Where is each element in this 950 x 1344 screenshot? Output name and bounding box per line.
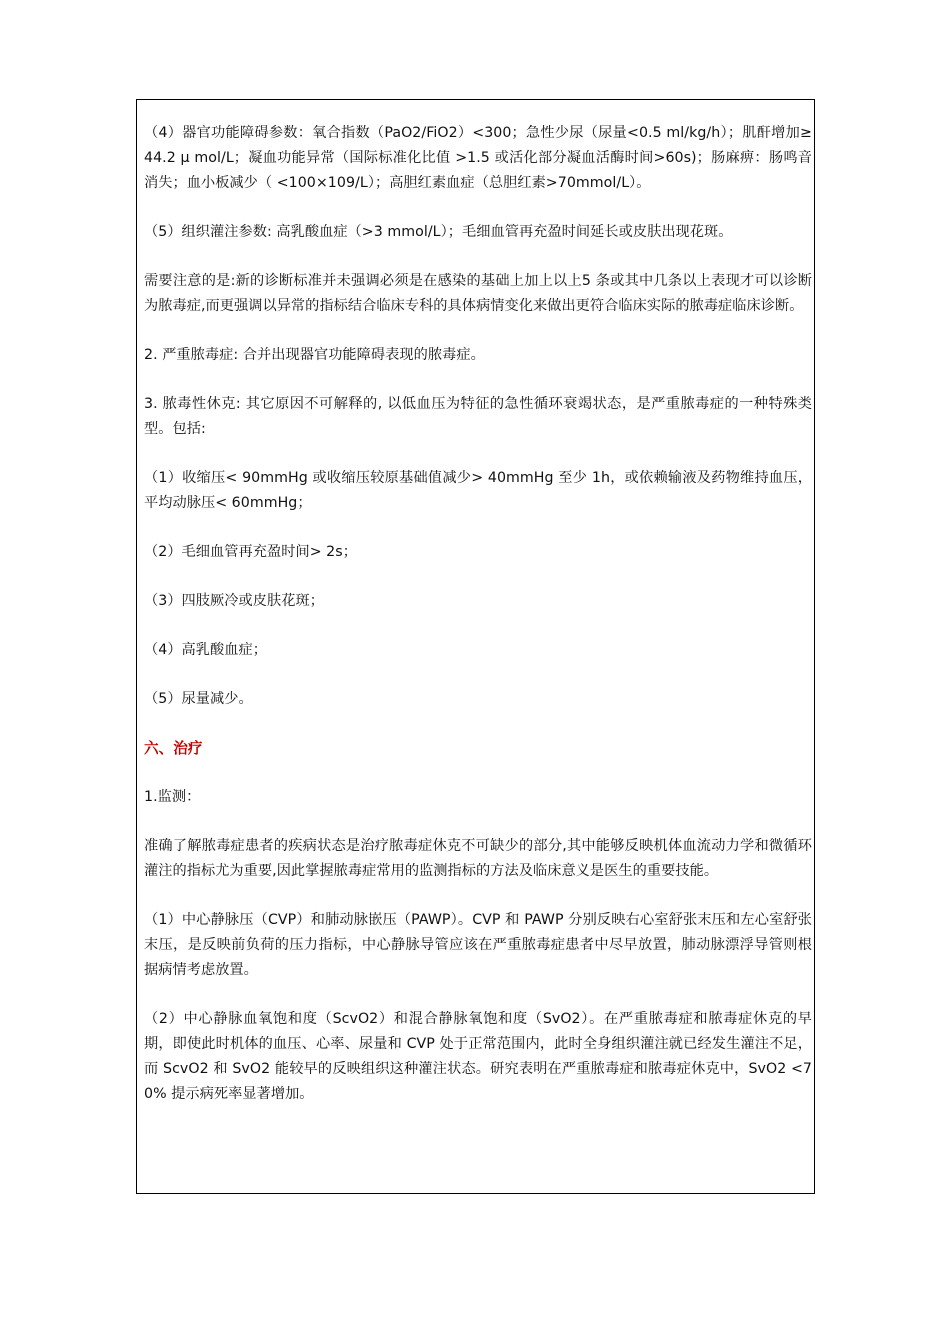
paragraph-spacer: [144, 368, 812, 392]
paragraph-spacer: [144, 614, 812, 638]
paragraph-spacer: [144, 663, 812, 687]
list-item-shock-3: （3）四肢厥冷或皮肤花斑；: [144, 593, 324, 609]
list-item-shock-2: （2）毛细血管再充盈时间> 2s；: [144, 544, 357, 560]
paragraph-spacer: [144, 810, 812, 834]
paragraph-spacer: [144, 983, 812, 1007]
paragraph-organ-dysfunction: （4）器官功能障碍参数：氧合指数（PaO2/FiO2）<300；急性少尿（尿量<0.5 ml/kg/h）；肌酐增加≥ 44.2 μ mol/L；凝血功能异常（国际标准化比值 >1.5 或活化部分凝血活酶时间>60s)；肠麻痹：肠鸣音消失；血小板减少（ <100×109/L）；高胆红素血症（总胆红素>70mmol/L）。: [144, 125, 812, 191]
paragraph-note: 需要注意的是:新的诊断标准并未强调必须是在感染的基础上加上以上5 条或其中几条以上表现才可以诊断为脓毒症,而更强调以异常的指标结合临床专科的具体病情变化来做出更符合临床实际的脓毒症临床诊断。: [144, 273, 812, 314]
paragraph-spacer: [144, 196, 812, 220]
paragraph-scvo2-svo2: （2）中心静脉血氧饱和度（ScvO2）和混合静脉氧饱和度（SvO2）。在严重脓毒症和脓毒症休克的早期，即使此时机体的血压、心率、尿量和 CVP 处于正常范围内，此时全身组织灌注就已经发生灌注不足，而 ScvO2 和 SvO2 能较早的反映组织这种灌注状态。研究表明在严重脓毒症和脓毒症休克中，SvO2 <70% 提示病死率显著增加。: [144, 1011, 812, 1102]
paragraph-spacer: [144, 712, 812, 736]
paragraph-spacer: [144, 516, 812, 540]
paragraph-septic-shock: 3. 脓毒性休克: 其它原因不可解释的, 以低血压为特征的急性循环衰竭状态，是严重脓毒症的一种特殊类型。包括:: [144, 396, 812, 437]
paragraph-spacer: [144, 245, 812, 269]
list-item-shock-4: （4）高乳酸血症；: [144, 642, 267, 658]
document-body: [144, 121, 812, 1107]
list-item-shock-1: （1）收缩压< 90mmHg 或收缩压较原基础值减少> 40mmHg 至少 1h，或依赖输液及药物维持血压，平均动脉压< 60mmHg；: [144, 470, 812, 511]
paragraph-spacer: [144, 565, 812, 589]
paragraph-monitoring-intro: 准确了解脓毒症患者的疾病状态是治疗脓毒症休克不可缺少的部分,其中能够反映机体血流动力学和微循环灌注的指标尤为重要,因此掌握脓毒症常用的监测指标的方法及临床意义是医生的重要技能。: [144, 838, 812, 879]
paragraph-severe-sepsis: 2. 严重脓毒症: 合并出现器官功能障碍表现的脓毒症。: [144, 347, 485, 363]
paragraph-spacer: [144, 761, 812, 785]
paragraph-spacer: [144, 319, 812, 343]
paragraph-tissue-perfusion: （5）组织灌注参数: 高乳酸血症（>3 mmol/L）；毛细血管再充盈时间延长或皮肤出现花斑。: [144, 224, 733, 240]
paragraph-spacer: [144, 442, 812, 466]
list-item-shock-5: （5）尿量减少。: [144, 691, 253, 707]
section-heading-treatment: 六、治疗: [144, 740, 203, 757]
subheading-monitoring: 1.监测：: [144, 789, 201, 805]
paragraph-cvp-pawp: （1）中心静脉压（CVP）和肺动脉嵌压（PAWP）。CVP 和 PAWP 分别反映右心室舒张末压和左心室舒张末压，是反映前负荷的压力指标，中心静脉导管应该在严重脓毒症患者中尽早放置，肺动脉漂浮导管则根据病情考虑放置。: [144, 912, 812, 978]
paragraph-spacer: [144, 884, 812, 908]
